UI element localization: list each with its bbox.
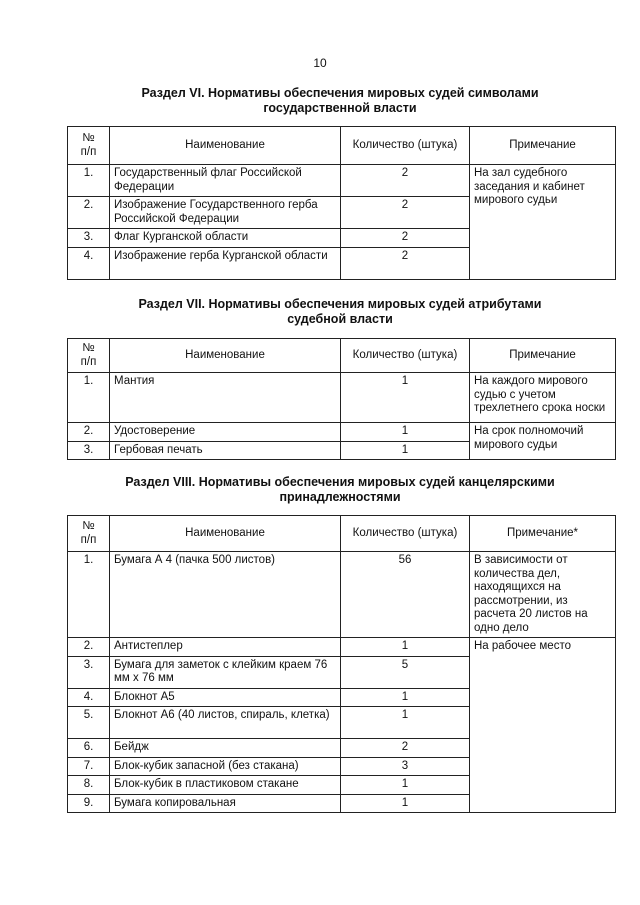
row-name: Блок-кубик запасной (без стакана) xyxy=(110,757,341,776)
col-num-header: № п/п xyxy=(68,339,110,373)
row-num: 1. xyxy=(68,165,110,197)
col-name-header: Наименование xyxy=(110,516,341,552)
row-qty: 2 xyxy=(341,229,470,248)
col-note-header: Примечание* xyxy=(470,516,616,552)
row-num: 4. xyxy=(68,688,110,707)
table-row xyxy=(68,638,616,657)
row-qty: 1 xyxy=(341,776,470,795)
row-name: Антистеплер xyxy=(110,638,341,657)
col-qty-header: Количество (штука) xyxy=(341,339,470,373)
row-qty: 2 xyxy=(341,247,470,279)
row-name: Государственный флаг Российской Федерации xyxy=(110,165,341,197)
row-qty: 1 xyxy=(341,441,470,460)
row-name: Бумага для заметок с клейким краем 76 мм х 76 мм xyxy=(110,656,341,688)
row-qty: 56 xyxy=(341,552,470,638)
row-name: Изображение герба Курганской области xyxy=(110,247,341,279)
row-name: Блокнот А5 xyxy=(110,688,341,707)
row-num: 4. xyxy=(68,247,110,279)
row-num: 2. xyxy=(68,197,110,229)
col-note-header: Примечание xyxy=(470,339,616,373)
row-num: 2. xyxy=(68,423,110,442)
row-name: Гербовая печать xyxy=(110,441,341,460)
row-note: На срок полномочий мирового судьи xyxy=(470,423,616,460)
row-name: Бумага копировальная xyxy=(110,794,341,813)
col-qty-header: Количество (штука) xyxy=(341,127,470,165)
col-num-header: № п/п xyxy=(68,516,110,552)
table-header-row xyxy=(68,127,616,165)
row-num: 9. xyxy=(68,794,110,813)
col-qty-header: Количество (штука) xyxy=(341,516,470,552)
row-num: 7. xyxy=(68,757,110,776)
row-qty: 2 xyxy=(341,165,470,197)
row-note: В зависимости от количества дел, находящихся на рассмотрении, из расчета 20 листов на одно дело xyxy=(470,552,616,638)
section-7-table xyxy=(67,338,616,460)
table-header-row xyxy=(68,339,616,373)
row-note: На зал судебного заседания и кабинет мирового судьи xyxy=(470,165,616,280)
row-num: 1. xyxy=(68,552,110,638)
row-num: 1. xyxy=(68,373,110,423)
row-qty: 1 xyxy=(341,423,470,442)
row-qty: 2 xyxy=(341,197,470,229)
page-number: 10 xyxy=(313,56,327,70)
row-qty: 3 xyxy=(341,757,470,776)
row-num: 8. xyxy=(68,776,110,795)
table-row xyxy=(68,373,616,423)
table-row xyxy=(68,423,616,442)
row-qty: 5 xyxy=(341,656,470,688)
table-row xyxy=(68,552,616,638)
section-6-title: Раздел VI. Нормативы обеспечения мировых судей символами государственной власти xyxy=(141,86,539,115)
table-header-row xyxy=(68,516,616,552)
col-name-header: Наименование xyxy=(110,127,341,165)
row-name: Флаг Курганской области xyxy=(110,229,341,248)
row-name: Блокнот А6 (40 листов, спираль, клетка) xyxy=(110,707,341,739)
row-name: Блок-кубик в пластиковом стакане xyxy=(110,776,341,795)
row-name: Мантия xyxy=(110,373,341,423)
row-name: Изображение Государственного герба Российской Федерации xyxy=(110,197,341,229)
col-num-header: № п/п xyxy=(68,127,110,165)
row-qty: 1 xyxy=(341,707,470,739)
row-qty: 1 xyxy=(341,794,470,813)
row-num: 3. xyxy=(68,441,110,460)
row-num: 6. xyxy=(68,739,110,758)
row-num: 3. xyxy=(68,656,110,688)
row-num: 2. xyxy=(68,638,110,657)
row-qty: 2 xyxy=(341,739,470,758)
row-note: На рабочее место xyxy=(470,638,616,813)
col-name-header: Наименование xyxy=(110,339,341,373)
row-name: Удостоверение xyxy=(110,423,341,442)
row-num: 3. xyxy=(68,229,110,248)
row-name: Бумага А 4 (пачка 500 листов) xyxy=(110,552,341,638)
row-note: На каждого мирового судью с учетом трехлетнего срока носки xyxy=(470,373,616,423)
col-note-header: Примечание xyxy=(470,127,616,165)
row-qty: 1 xyxy=(341,638,470,657)
section-7-title: Раздел VII. Нормативы обеспечения мировых судей атрибутами судебной власти xyxy=(138,297,542,326)
row-qty: 1 xyxy=(341,688,470,707)
row-name: Бейдж xyxy=(110,739,341,758)
row-qty: 1 xyxy=(341,373,470,423)
row-num: 5. xyxy=(68,707,110,739)
table-row xyxy=(68,165,616,197)
section-8-table xyxy=(67,515,616,813)
section-8-title: Раздел VIII. Нормативы обеспечения мировых судей канцелярскими принадлежностями xyxy=(125,475,555,504)
section-6-table xyxy=(67,126,616,280)
